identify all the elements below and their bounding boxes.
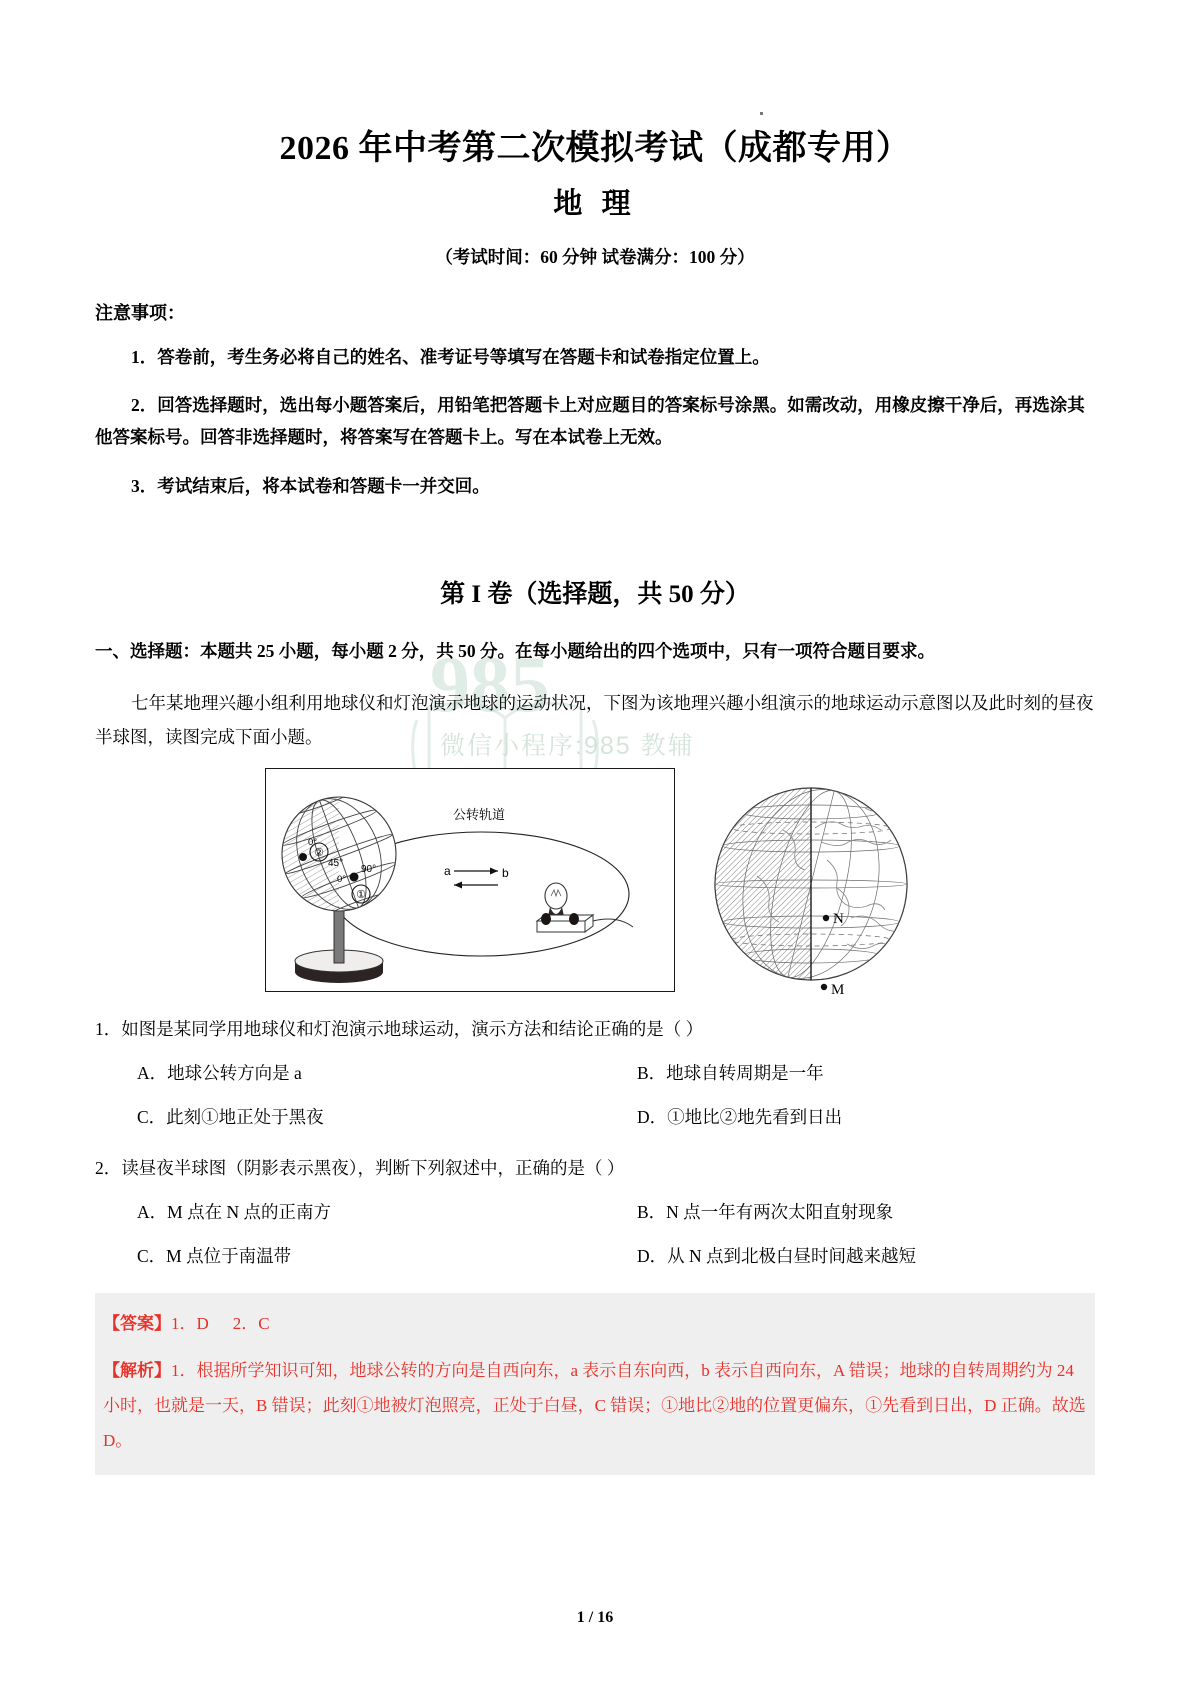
question-2-option-b[interactable]: B．N 点一年有两次太阳直射现象: [637, 1201, 894, 1222]
globe-label-lat-zero-bottom: 0°: [337, 873, 347, 885]
answer-1: 1．D: [171, 1314, 209, 1334]
question-1-options-row-2: [95, 1101, 1095, 1134]
notice-item: 3．考试结束后，将本试卷和答题卡一并交回。: [131, 475, 490, 496]
answer-explanation-block: [95, 1293, 1095, 1474]
globe-label-point-1: ①: [356, 888, 366, 901]
figure-orbit-label: 公转轨道: [452, 806, 506, 822]
hemisphere-label-m: M: [831, 981, 845, 996]
figure-row: [95, 768, 1095, 996]
hemisphere-point-n-dot: [823, 915, 829, 921]
question-1-text: 如图是某同学用地球仪和灯泡演示地球运动，演示方法和结论正确的是（ ）: [121, 1018, 704, 1039]
day-night-hemisphere-drawing: [697, 768, 925, 996]
answer-2: 2．C: [232, 1314, 270, 1334]
globe-label-angle-90: 90°: [361, 863, 377, 875]
page-footer: 1 / 16: [576, 1609, 614, 1626]
figure-earth-revolution: [265, 768, 675, 992]
hemisphere-label-n: N: [833, 910, 844, 927]
notice-item: 1．答卷前，考生务必将自己的姓名、准考证号等填写在答题卡和试卷指定位置上。: [131, 346, 770, 367]
question-2-options-row-2: [95, 1240, 1095, 1273]
hemisphere-point-m-dot: [821, 984, 827, 990]
globe-point-2-dot: [299, 853, 307, 861]
question-2-text: 读昼夜半球图（阴影表示黑夜），判断下列叙述中，正确的是（ ）: [121, 1157, 625, 1178]
earth-revolution-drawing: [266, 769, 674, 991]
watermark-number: 985: [430, 641, 550, 729]
notice-item: 2．回答选择题时，选出每小题答案后，用铅笔把答题卡上对应题目的答案标号涂黑。如需改动，用橡皮擦干净后，再选涂其他答案标号。回答非选择题时，将答案写在答题卡上。写在本试卷上无效。: [95, 394, 1085, 448]
globe-label-angle-45: 45°: [328, 857, 344, 869]
paper-part-title: 第 I 卷（选择题，共 50 分）: [440, 581, 750, 608]
figure-arrow-b-label: b: [502, 865, 509, 880]
globe-label-point-2: ②: [314, 846, 324, 859]
subject-title: 地 理: [553, 187, 637, 220]
explanation-tag: 【解析】: [103, 1361, 171, 1381]
figure-day-night-hemisphere: [697, 768, 925, 996]
question-2: [95, 1152, 1095, 1185]
watermark-text: 微信小程序:985 教辅: [440, 732, 695, 760]
question-1-option-b[interactable]: B．地球自转周期是一年: [637, 1063, 824, 1083]
question-2-number: 2．: [95, 1157, 122, 1178]
globe-label-lat-zero-top: 0°: [308, 836, 318, 848]
question-1-number: 1．: [95, 1018, 122, 1039]
explanation-text: 1．根据所学知识可知，地球公转的方向是自西向东，a 表示自东向西，b 表示自西向东，A 错误；地球的自转周期约为 24 小时，也就是一天，B 错误；此刻①地被灯泡照亮，正处于白昼，C 错误；①地比②地的位置更偏东，①先看到日出，D 正确。故选 D。: [103, 1361, 1086, 1450]
question-1: [95, 1013, 1095, 1046]
question-2-option-d[interactable]: D．从 N 点到北极白昼时间越来越短: [637, 1246, 917, 1266]
question-1-option-a[interactable]: A．地球公转方向是 a: [137, 1063, 302, 1083]
page-title: 2026 年中考第二次模拟考试（成都专用）: [279, 130, 911, 167]
question-2-option-a[interactable]: A．M 点在 N 点的正南方: [137, 1201, 331, 1222]
answer-tag: 【答案】: [103, 1314, 171, 1334]
question-2-options-row-1: [95, 1196, 1095, 1229]
exam-meta: （考试时间：60 分钟 试卷满分：100 分）: [435, 246, 755, 267]
question-1-option-c[interactable]: C．此刻①地正处于黑夜: [137, 1107, 324, 1128]
explanation-line: [103, 1354, 1087, 1459]
question-1-option-d[interactable]: D．①地比②地先看到日出: [637, 1107, 843, 1128]
globe-point-1-dot: [350, 872, 359, 881]
question-2-option-c[interactable]: C．M 点位于南温带: [137, 1246, 292, 1266]
notice-heading: 注意事项：: [95, 302, 185, 323]
question-stem-passage: 七年某地理兴趣小组利用地球仪和灯泡演示地球的运动状况，下图为该地理兴趣小组演示的地球运动示意图以及此时刻的昼夜半球图，读图完成下面小题。: [95, 692, 1094, 747]
figure-arrow-a-label: a: [444, 863, 451, 878]
answer-line: [103, 1307, 1087, 1342]
section-intro: 一、选择题：本题共 25 小题，每小题 2 分，共 50 分。在每小题给出的四个选项中，只有一项符合题目要求。: [95, 641, 935, 661]
question-1-options-row-1: [95, 1057, 1095, 1090]
